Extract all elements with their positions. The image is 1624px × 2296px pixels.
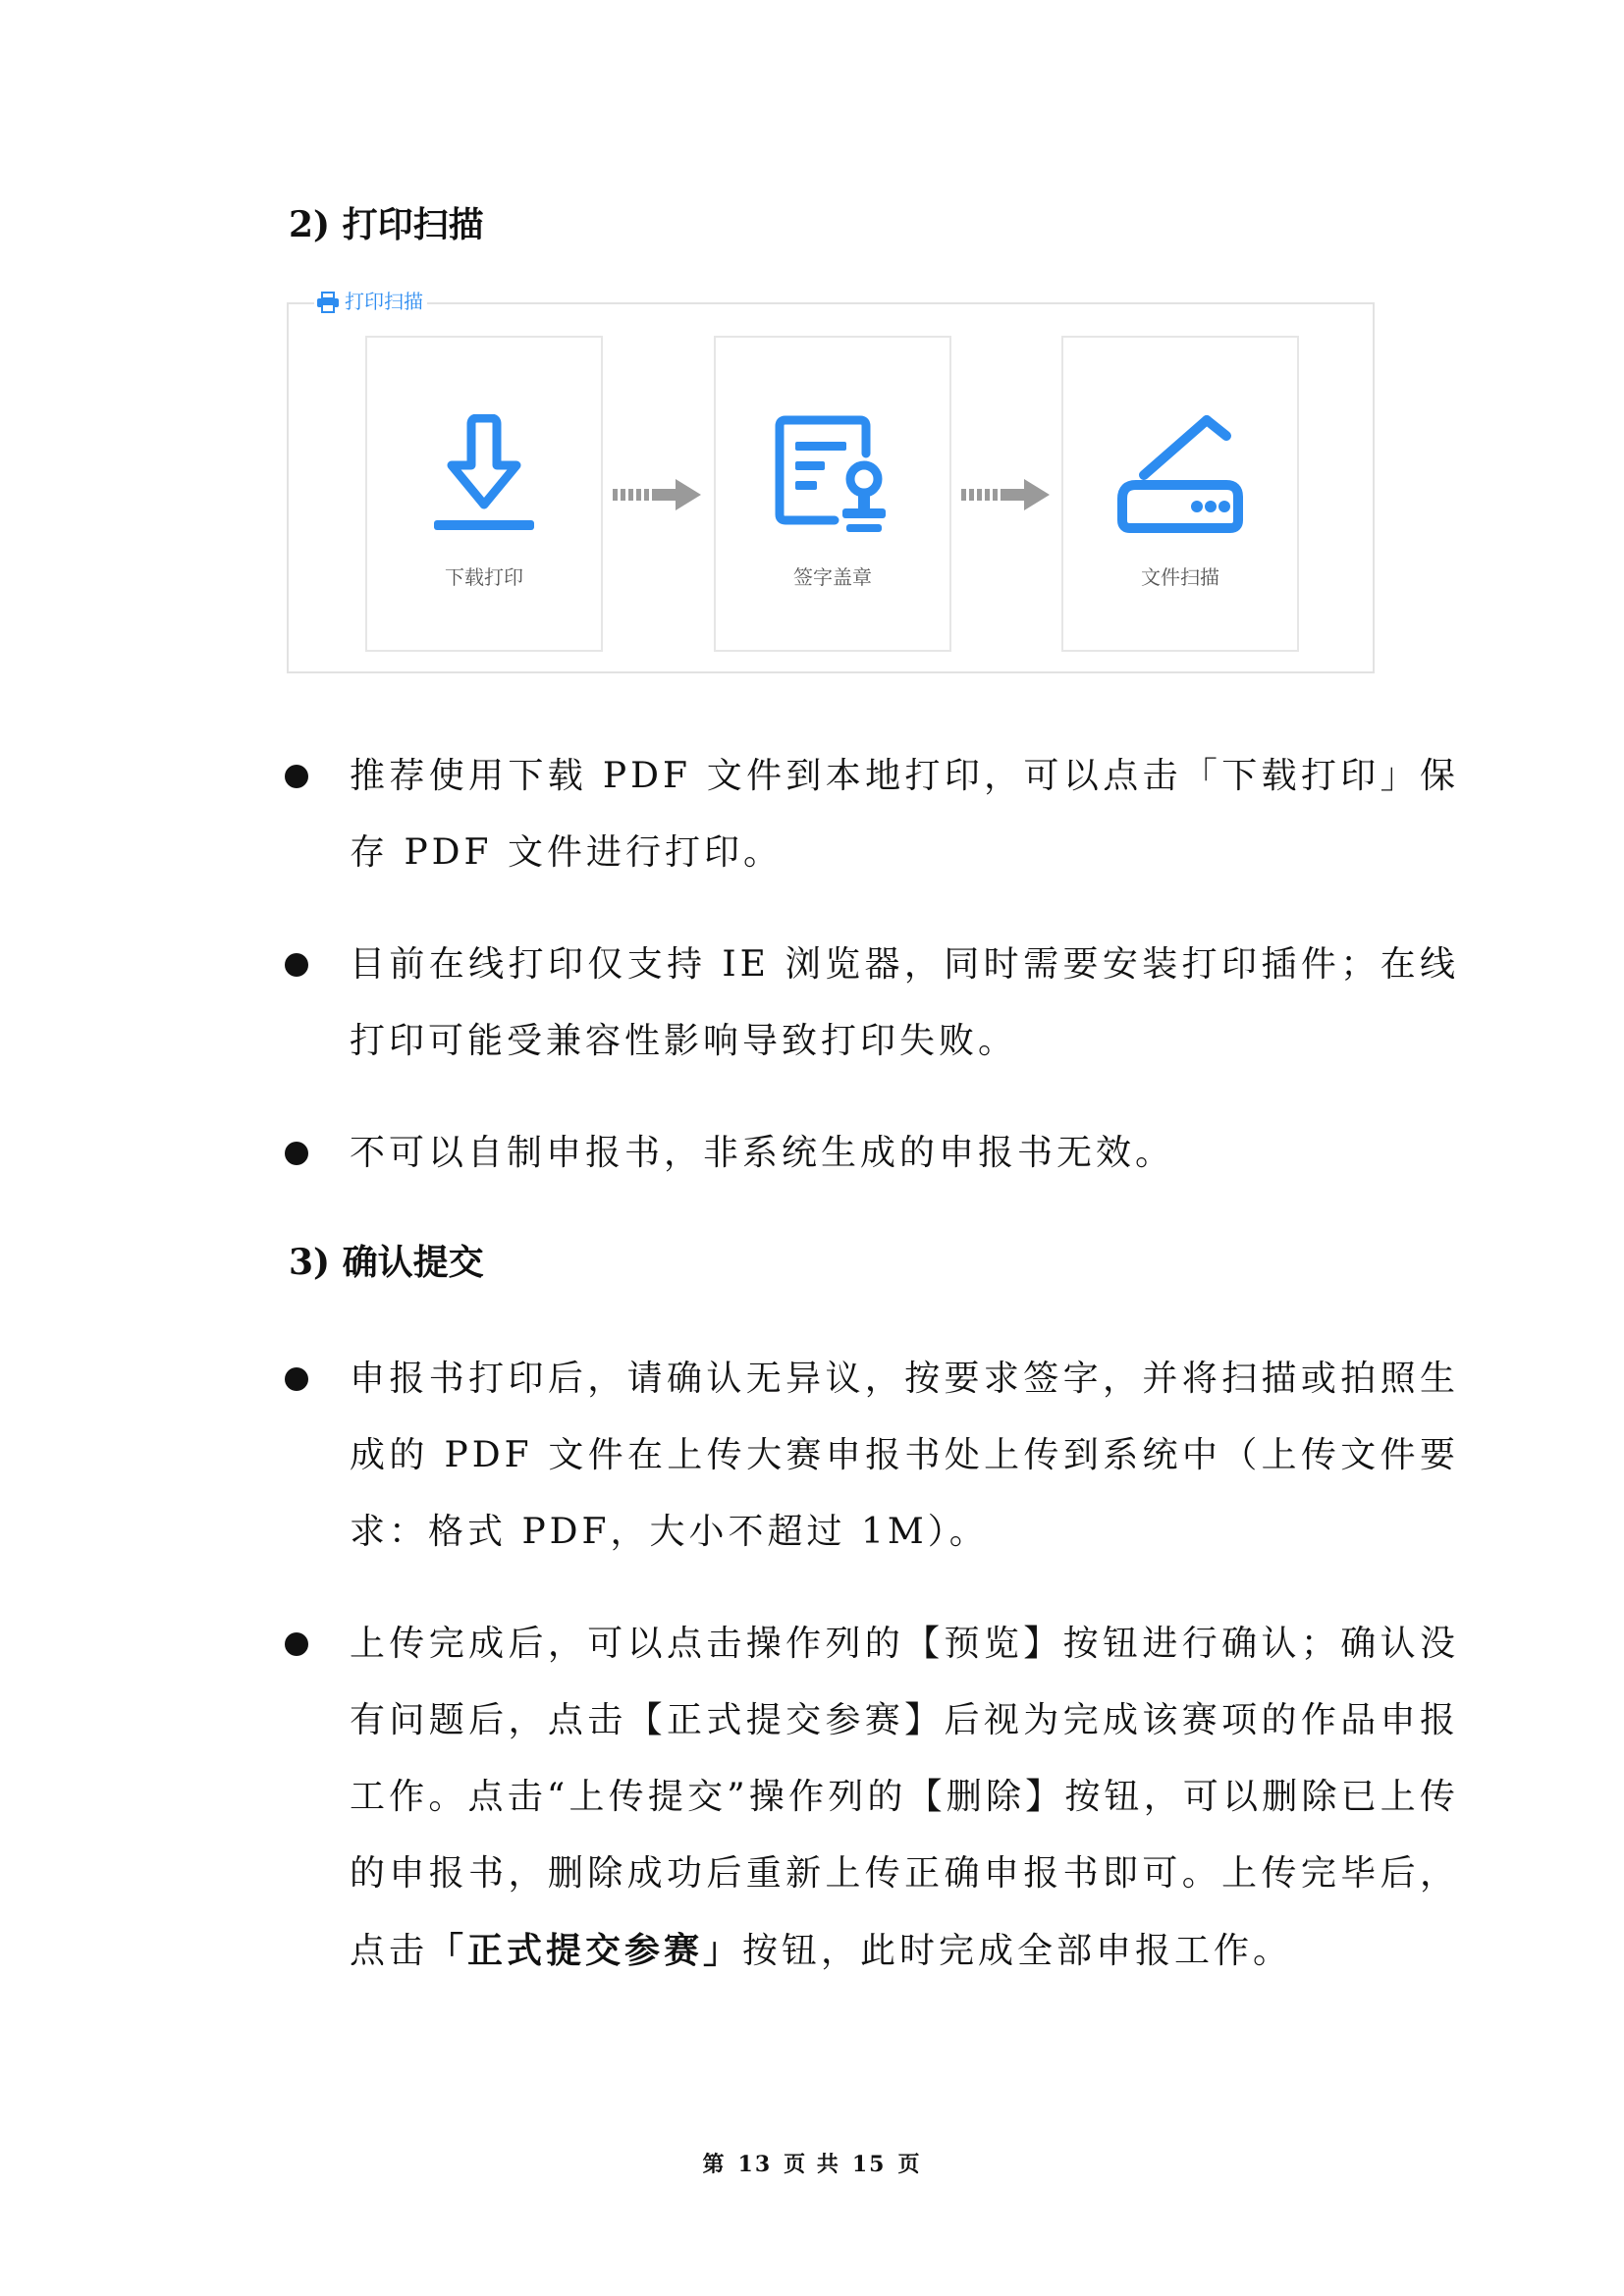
arrow-right-icon (613, 479, 701, 510)
footer-suffix: 页 (897, 2152, 922, 2177)
section-heading-print-scan: 2) 打印扫描 (289, 204, 484, 245)
bullet-text-part: 上传完成后，可以点击操作列的【预览】按钮进行确认；确认没有问题后，点击【正式提交参赛】后视为完成该赛项的作品申报工作。点击“上传提交”操作列的【删除】按钮，可以删除已上传的申报书，删除成功后重新上传正确申报书即可。上传完毕后，点击 (350, 1624, 1459, 1971)
step-card-sign-seal (714, 336, 951, 652)
figure-legend (314, 291, 427, 314)
bullet-dot (285, 953, 308, 977)
step-card-file-scan (1061, 336, 1299, 652)
bullet-dot (285, 1367, 308, 1391)
download-icon (430, 414, 538, 542)
bullet-text: 不可以自制申报书，非系统生成的申报书无效。 (350, 1133, 1175, 1173)
bullet-text: 推荐使用下载 PDF 文件到本地打印，可以点击「下载打印」保存 PDF 文件进行打印。 (350, 756, 1459, 873)
bold-emphasis: 「正式提交参赛」 (428, 1930, 743, 1971)
sign-seal-icon (774, 414, 892, 542)
step-label: 签字盖章 (793, 567, 872, 589)
bullet-dot (285, 1142, 308, 1165)
bullet-dot (285, 765, 308, 788)
bullet-text: 申报书打印后，请确认无异议，按要求签字，并将扫描或拍照生成的 PDF 文件在上传大赛申报书处上传到系统中（上传文件要求：格式 PDF，大小不超过 1M）。 (350, 1359, 1459, 1552)
step-label: 文件扫描 (1141, 567, 1219, 589)
section-heading-confirm-submit: 3) 确认提交 (289, 1242, 484, 1283)
bullet-text (350, 1606, 1459, 1990)
page-footer (0, 2148, 1624, 2178)
step-card-download-print (365, 336, 603, 652)
bullet-text-part: 按钮，此时完成全部申报工作。 (742, 1931, 1293, 1971)
figure-legend-label: 打印扫描 (345, 292, 423, 313)
arrow-right-icon (961, 479, 1050, 510)
footer-mid: 页 共 (784, 2152, 840, 2177)
bullet-dot (285, 1632, 308, 1656)
step-label: 下载打印 (445, 567, 523, 589)
page-number: 13 (737, 2152, 773, 2177)
bullet-text: 目前在线打印仅支持 IE 浏览器，同时需要安装打印插件；在线打印可能受兼容性影响导致打印失败。 (350, 944, 1459, 1061)
page-total: 15 (851, 2152, 887, 2177)
print-scan-figure (287, 292, 1375, 673)
scanner-icon (1116, 414, 1244, 542)
footer-prefix: 第 (702, 2152, 727, 2177)
printer-icon (316, 292, 340, 313)
